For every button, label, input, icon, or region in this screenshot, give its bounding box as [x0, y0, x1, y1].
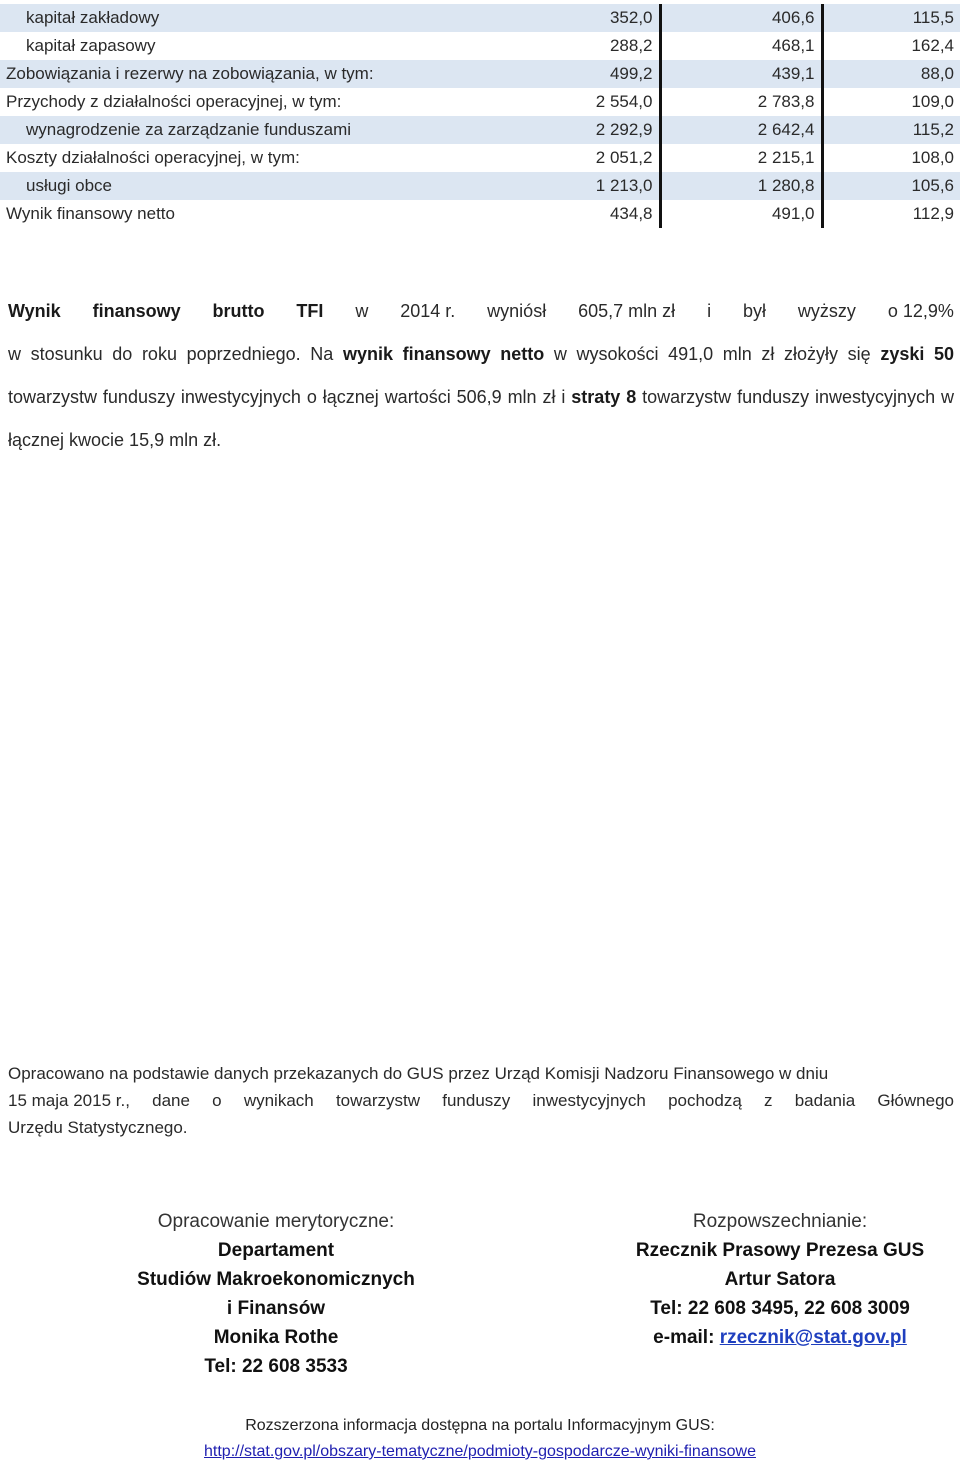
row-label: Wynik finansowy netto: [6, 204, 175, 223]
source-word: towarzystw: [335, 1091, 421, 1110]
contact-distribution-email-line: [600, 1323, 960, 1352]
source-word: 15 maja 2015 r.,: [8, 1091, 130, 1110]
row-value-2013: 352,0: [490, 4, 660, 32]
row-value-2013: 288,2: [490, 32, 660, 60]
row-value-2014: 1 280,8: [660, 172, 822, 200]
summary-word: wyniósł: [487, 301, 547, 321]
row-value-2014: 2 783,8: [660, 88, 822, 116]
summary-word: brutto: [212, 301, 265, 321]
row-value-index: 115,5: [822, 4, 960, 32]
email-link[interactable]: rzecznik@stat.gov.pl: [719, 1327, 907, 1348]
financial-table-body: [0, 4, 960, 228]
row-value-2013: 2 051,2: [490, 144, 660, 172]
summary-word: finansowy: [92, 301, 181, 321]
row-value-index: 105,6: [822, 172, 960, 200]
contact-distribution-person: Artur Satora: [724, 1269, 836, 1290]
table-row: [0, 200, 960, 228]
row-value-2013: 1 213,0: [490, 172, 660, 200]
summary-body: [8, 333, 954, 462]
financial-table: [0, 4, 960, 228]
source-note: [8, 1060, 954, 1141]
row-label: kapitał zapasowy: [26, 36, 156, 55]
footer: [0, 1413, 960, 1465]
row-value-2014: 406,6: [660, 4, 822, 32]
contact-distribution-heading: Rozpowszechnianie:: [692, 1211, 868, 1232]
summary-first-line: [8, 290, 954, 333]
contact-editorial-dept-2: Studiów Makroekonomicznych: [137, 1269, 415, 1290]
summary-word: 2014 r.: [400, 301, 456, 321]
row-value-index: 115,2: [822, 116, 960, 144]
row-label: wynagrodzenie za zarządzanie funduszami: [0, 116, 490, 144]
table-row: [0, 144, 960, 172]
email-label: e-mail:: [653, 1327, 720, 1348]
table-row: [0, 88, 960, 116]
contact-distribution-phone: Tel: 22 608 3495, 22 608 3009: [650, 1298, 910, 1319]
table-row: [0, 32, 960, 60]
row-value-2013: 2 554,0: [490, 88, 660, 116]
row-value-2014: 2 215,1: [660, 144, 822, 172]
summary-word: w: [355, 301, 369, 321]
row-value-index: 108,0: [911, 148, 954, 167]
summary-word: był: [742, 301, 766, 321]
summary-word: wyższy: [797, 301, 856, 321]
source-note-line1: Opracowano na podstawie danych przekazanych do GUS przez Urząd Komisji Nadzoru Finansowego w dniu: [8, 1064, 829, 1083]
row-value-index: 88,0: [822, 60, 960, 88]
summary-paragraph: [8, 290, 954, 462]
row-label: usługi obce: [0, 172, 490, 200]
summary-word: 605,7 mln zł: [578, 301, 676, 321]
summary-text-d: towarzystw funduszy inwestycyjnych w łącznej kwocie 15,9 mln zł.: [8, 387, 954, 450]
source-word: pochodzą: [668, 1091, 742, 1110]
source-word: inwestycyjnych: [532, 1091, 646, 1110]
footer-text: Rozszerzona informacja dostępna na portalu Informacyjnym GUS:: [245, 1417, 715, 1434]
summary-bold-profits: zyski 50: [880, 344, 954, 364]
table-row: [0, 60, 960, 88]
source-word: o: [212, 1091, 222, 1110]
source-word: wynikach: [243, 1091, 314, 1110]
summary-text-b: w wysokości 491,0 mln zł złożyły się: [544, 344, 881, 364]
row-value-2013: 499,2: [490, 60, 660, 88]
row-value-2014: 491,0: [660, 200, 822, 228]
contact-editorial-dept: Departament: [217, 1240, 335, 1261]
source-word: funduszy: [442, 1091, 511, 1110]
summary-bold-net-result: wynik finansowy netto: [342, 344, 545, 364]
row-value-index: 162,4: [911, 36, 954, 55]
row-label: kapitał zakładowy: [0, 4, 490, 32]
source-word: Głównego: [877, 1091, 954, 1110]
source-word: z: [764, 1091, 773, 1110]
table-row: [0, 172, 960, 200]
summary-text-c: towarzystw funduszy inwestycyjnych o łącznej wartości 506,9 mln zł i: [8, 387, 572, 407]
summary-text-a: w stosunku do roku poprzedniego. Na: [8, 344, 343, 364]
summary-word: i: [707, 301, 712, 321]
row-label: Przychody z działalności operacyjnej, w tym:: [6, 92, 342, 111]
summary-bold-losses: straty 8: [571, 387, 637, 407]
contact-editorial-dept-3: i Finansów: [226, 1298, 326, 1319]
contact-editorial-phone: Tel: 22 608 3533: [204, 1356, 348, 1377]
row-value-2013: 434,8: [490, 200, 660, 228]
summary-word: TFI: [296, 301, 324, 321]
row-value-2013: 2 292,9: [490, 116, 660, 144]
row-value-2014: 439,1: [660, 60, 822, 88]
contact-distribution: [600, 1207, 960, 1352]
table-row: [0, 116, 960, 144]
summary-word: Wynik: [8, 301, 61, 321]
summary-word: o 12,9%: [887, 301, 954, 321]
contact-editorial-person: Monika Rothe: [213, 1327, 339, 1348]
footer-portal-link[interactable]: http://stat.gov.pl/obszary-tematyczne/podmioty-gospodarcze-wyniki-finansowe: [204, 1443, 756, 1460]
row-label: Zobowiązania i rezerwy na zobowiązania, w tym:: [0, 60, 490, 88]
row-value-2014: 468,1: [660, 32, 822, 60]
row-value-index: 109,0: [911, 92, 954, 111]
contact-editorial: [100, 1207, 452, 1381]
contact-distribution-role: Rzecznik Prasowy Prezesa GUS: [635, 1240, 925, 1261]
row-value-2014: 2 642,4: [660, 116, 822, 144]
source-word: badania: [794, 1091, 856, 1110]
source-word: dane: [152, 1091, 190, 1110]
contact-editorial-heading: Opracowanie merytoryczne:: [157, 1211, 395, 1232]
table-row: [0, 4, 960, 32]
row-label: Koszty działalności operacyjnej, w tym:: [6, 148, 300, 167]
source-note-line3: Urzędu Statystycznego.: [8, 1118, 188, 1137]
row-value-index: 112,9: [912, 204, 954, 223]
source-note-line2: [8, 1087, 954, 1114]
